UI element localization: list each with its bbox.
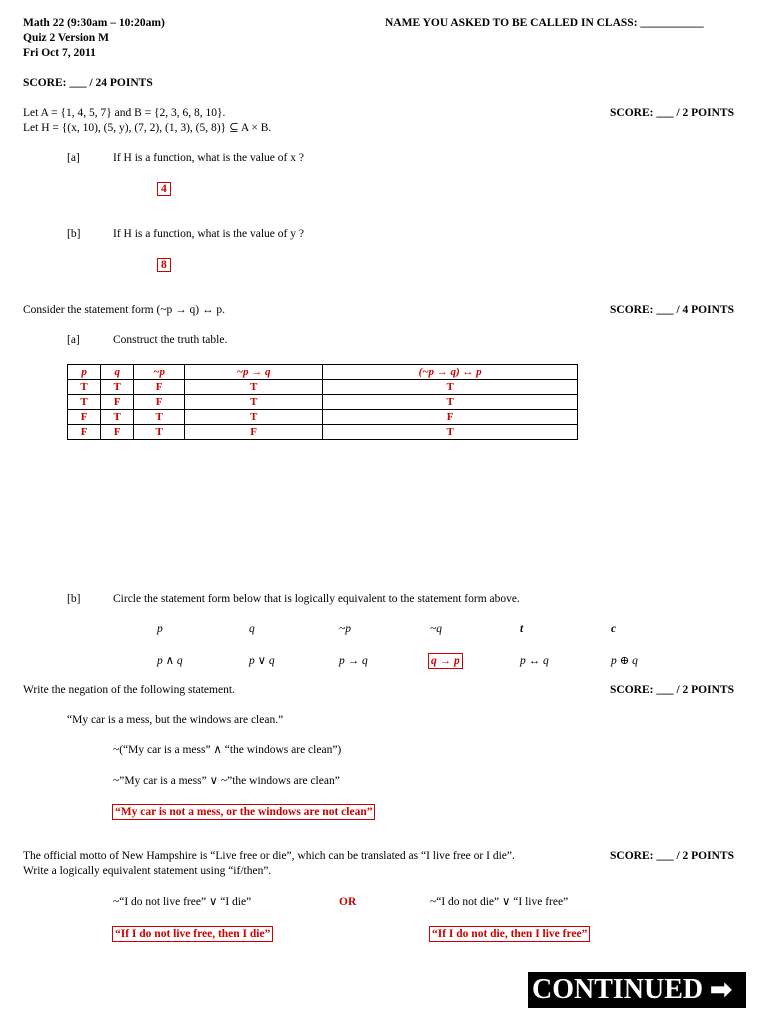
option-t[interactable]: t: [520, 623, 524, 635]
q2-intro: Consider the statement form (~p → q) ↔ p.: [23, 304, 226, 316]
truth-table-cell: T: [134, 425, 185, 440]
option-not-p[interactable]: ~p: [339, 623, 351, 635]
truth-table-row: [68, 395, 578, 410]
truth-table-cell: F: [323, 410, 578, 425]
q1-b-text: If H is a function, what is the value of y ?: [113, 228, 304, 240]
q1-b-answer: 8: [157, 258, 171, 272]
q4-right-answer: “If I do not die, then I live free”: [429, 926, 590, 942]
q1-a-text: If H is a function, what is the value of x ?: [113, 152, 304, 164]
q1-b-label: [b]: [67, 228, 81, 240]
q2-b-label: [b]: [67, 593, 81, 605]
quiz-date: Fri Oct 7, 2011: [23, 47, 96, 59]
truth-table: [67, 364, 578, 440]
q4-left-step: ~“I do not live free” ∨ “I die”: [113, 896, 252, 908]
option-q[interactable]: q: [249, 623, 255, 635]
q3-answer: “My car is not a mess, or the windows are not clean”: [112, 804, 375, 820]
truth-table-cell: F: [134, 380, 185, 395]
option-p-iff-q[interactable]: p ↔ q: [520, 655, 549, 667]
truth-table-cell: T: [68, 395, 101, 410]
truth-table-cell: T: [185, 380, 323, 395]
truth-table-cell: F: [185, 425, 323, 440]
truth-table-cell: T: [323, 380, 578, 395]
truth-table-cell: T: [323, 425, 578, 440]
quiz-version: Quiz 2 Version M: [23, 32, 109, 44]
total-score: SCORE: ___ / 24 POINTS: [23, 77, 153, 89]
truth-table-header-cell: p: [68, 365, 101, 380]
truth-table-header: [68, 365, 578, 380]
option-c[interactable]: c: [611, 623, 617, 635]
q1-a-answer: 4: [157, 182, 171, 196]
truth-table-cell: T: [185, 395, 323, 410]
option-p-or-q[interactable]: p ∨ q: [249, 655, 275, 667]
name-prompt: NAME YOU ASKED TO BE CALLED IN CLASS: ___________: [385, 17, 704, 29]
q4-line2: Write a logically equivalent statement using “if/then”.: [23, 865, 272, 877]
truth-table-cell: F: [101, 425, 134, 440]
option-p[interactable]: p: [157, 623, 163, 635]
q3-step1: ~(“My car is a mess” ∧ “the windows are clean”): [113, 744, 342, 756]
truth-table-cell: T: [68, 380, 101, 395]
option-p-xor-q[interactable]: p ⊕ q: [611, 655, 638, 667]
truth-table-header-cell: q: [101, 365, 134, 380]
truth-table-header-cell: ~p → q: [185, 365, 323, 380]
course-title: Math 22 (9:30am – 10:20am): [23, 17, 165, 29]
truth-table-header-cell: ~p: [134, 365, 185, 380]
truth-table-cell: T: [101, 410, 134, 425]
option-q-implies-p[interactable]: q → p: [428, 653, 463, 669]
q1-score: SCORE: ___ / 2 POINTS: [610, 107, 734, 119]
q4-score: SCORE: ___ / 2 POINTS: [610, 850, 734, 862]
truth-table-cell: F: [68, 410, 101, 425]
truth-table-cell: F: [68, 425, 101, 440]
q3-step2: ~”My car is a mess” ∨ ~”the windows are clean”: [113, 775, 340, 787]
truth-table-cell: F: [134, 395, 185, 410]
q2-b-text: Circle the statement form below that is logically equivalent to the statement form above.: [113, 593, 520, 605]
truth-table-cell: T: [185, 410, 323, 425]
option-p-and-q[interactable]: p ∧ q: [157, 655, 183, 667]
option-not-q[interactable]: ~q: [430, 623, 442, 635]
truth-table-cell: T: [101, 380, 134, 395]
q3-score: SCORE: ___ / 2 POINTS: [610, 684, 734, 696]
right-arrow-icon: ➡: [710, 975, 732, 1004]
option-p-implies-q[interactable]: p → q: [339, 655, 368, 667]
q2-a-text: Construct the truth table.: [113, 334, 228, 346]
continued-banner: [528, 972, 746, 1008]
q2-score: SCORE: ___ / 4 POINTS: [610, 304, 734, 316]
q4-left-answer: “If I do not live free, then I die”: [112, 926, 273, 942]
truth-table-cell: T: [134, 410, 185, 425]
truth-table-row: [68, 380, 578, 395]
q4-right-step: ~“I do not die” ∨ “I live free”: [430, 896, 569, 908]
truth-table-row: [68, 425, 578, 440]
truth-table-cell: F: [101, 395, 134, 410]
q2-a-label: [a]: [67, 334, 80, 346]
q3-intro: Write the negation of the following statement.: [23, 684, 235, 696]
truth-table-header-cell: (~p → q) ↔ p: [323, 365, 578, 380]
truth-table-row: [68, 410, 578, 425]
q3-statement: “My car is a mess, but the windows are clean.”: [67, 714, 284, 726]
q4-line1: The official motto of New Hampshire is “Live free or die”, which can be translated as “I live free or I die”.: [23, 850, 515, 862]
q4-or-label: OR: [339, 896, 357, 908]
q1-line2: Let H = {(x, 10), (5, y), (7, 2), (1, 3), (5, 8)} ⊆ A × B.: [23, 122, 272, 134]
continued-label: CONTINUED: [532, 974, 704, 1005]
q1-line1: Let A = {1, 4, 5, 7} and B = {2, 3, 6, 8, 10}.: [23, 107, 226, 119]
truth-table-cell: T: [323, 395, 578, 410]
q1-a-label: [a]: [67, 152, 80, 164]
